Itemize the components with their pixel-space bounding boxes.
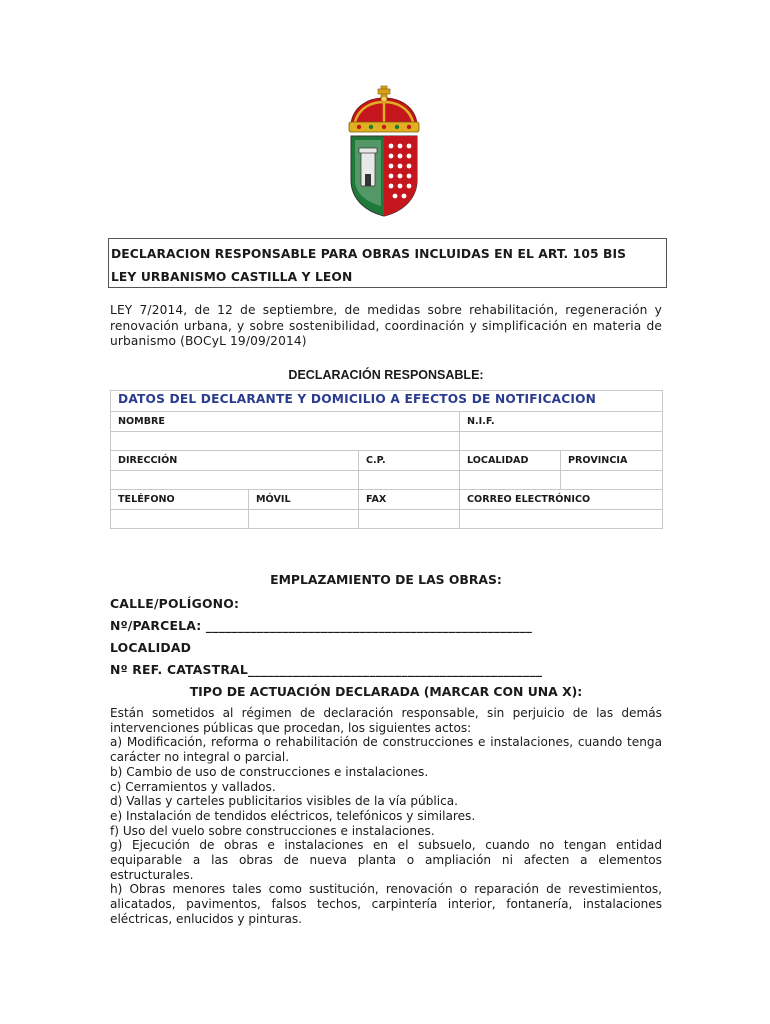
movil-label: MÓVIL — [249, 490, 359, 510]
direccion-field[interactable] — [111, 471, 359, 490]
calle-line: CALLE/POLÍGONO: — [110, 596, 240, 611]
document-title-box — [108, 238, 667, 288]
declarant-form-table — [110, 390, 663, 529]
localidad-line: LOCALIDAD — [110, 640, 192, 655]
cp-field[interactable] — [359, 471, 460, 490]
fax-label: FAX — [359, 490, 460, 510]
declaration-title: DECLARACIÓN RESPONSABLE: — [288, 368, 484, 382]
tipo-intro: Están sometidos al régimen de declaración responsable, sin perjuicio de las demás intervenciones públicas que procedan, los siguientes actos: — [110, 706, 662, 735]
correo-label: CORREO ELECTRÓNICO — [460, 490, 663, 510]
emplazamiento-title: EMPLAZAMIENTO DE LAS OBRAS: — [270, 572, 502, 587]
list-item: a) Modificación, reforma o rehabilitación de construcciones e instalaciones, cuando tenga carácter no integral o parcial. — [110, 735, 662, 765]
document-title-line1: DECLARACION RESPONSABLE PARA OBRAS INCLUIDAS EN EL ART. 105 BIS — [111, 247, 627, 261]
list-item: c) Cerramientos y vallados. — [110, 779, 276, 794]
list-item: b) Cambio de uso de construcciones e instalaciones. — [110, 764, 429, 779]
law-reference: LEY 7/2014, de 12 de septiembre, de medidas sobre rehabilitación, regeneración y renovación urbana, y sobre sostenibilidad, coordinación y simplificación en materia de urbanismo (BOCyL 19/09/2014) — [110, 303, 662, 348]
crest-emblem — [345, 84, 423, 218]
nif-field[interactable] — [460, 432, 663, 451]
telefono-label: TELÉFONO — [111, 490, 249, 510]
tipo-actuacion-body — [110, 706, 662, 927]
localidad-label: LOCALIDAD — [460, 451, 561, 471]
document-title-line2: LEY URBANISMO CASTILLA Y LEON — [111, 270, 353, 284]
cp-label: C.P. — [359, 451, 460, 471]
provincia-field[interactable] — [561, 471, 663, 490]
list-item: h) Obras menores tales como sustitución, renovación o reparación de revestimientos, alicatados, pavimentos, falsos techos, carpintería interior, fontanería, instalaciones eléctricas, enlucidos y pinturas. — [110, 882, 662, 926]
parcela-line: Nº/PARCELA: ___________________________________________________ — [110, 618, 533, 633]
form-section-title: DATOS DEL DECLARANTE Y DOMICILIO A EFECTOS DE NOTIFICACION — [111, 391, 663, 412]
list-item: g) Ejecución de obras e instalaciones en el subsuelo, cuando no tengan entidad equiparable a las obras de nueva planta o ampliación ni afecten a elementos estructurales. — [110, 838, 662, 882]
nombre-label: NOMBRE — [111, 412, 460, 432]
direccion-label: DIRECCIÓN — [111, 451, 359, 471]
fax-field[interactable] — [359, 510, 460, 529]
provincia-label: PROVINCIA — [561, 451, 663, 471]
list-item: e) Instalación de tendidos eléctricos, telefónicos y similares. — [110, 808, 476, 823]
tipo-actuacion-title: TIPO DE ACTUACIÓN DECLARADA (MARCAR CON UNA X): — [189, 684, 583, 699]
telefono-field[interactable] — [111, 510, 249, 529]
correo-field[interactable] — [460, 510, 663, 529]
movil-field[interactable] — [249, 510, 359, 529]
localidad-field[interactable] — [460, 471, 561, 490]
list-item: f) Uso del vuelo sobre construcciones e instalaciones. — [110, 823, 435, 838]
list-item: d) Vallas y carteles publicitarios visibles de la vía pública. — [110, 794, 458, 809]
nombre-field[interactable] — [111, 432, 460, 451]
nif-label: N.I.F. — [460, 412, 663, 432]
ref-catastral-line: Nº REF. CATASTRAL______________________________________________ — [110, 662, 543, 677]
